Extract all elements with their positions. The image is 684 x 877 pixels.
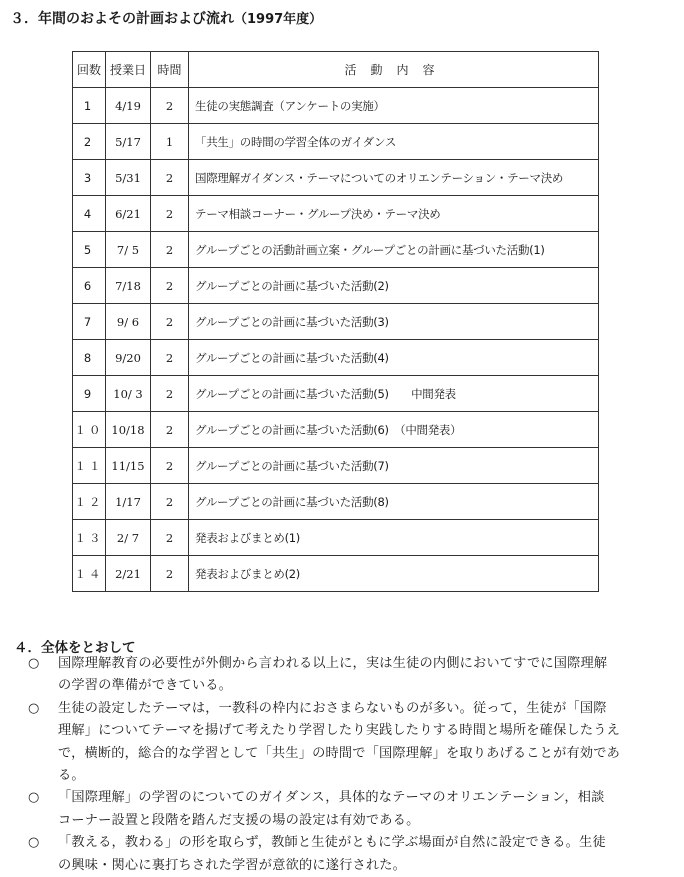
- cell-hours: 2: [151, 268, 189, 304]
- table-row: [73, 304, 599, 340]
- list-item-line: る。: [58, 768, 85, 784]
- cell-date: 9/20: [106, 340, 151, 376]
- cell-no: 4: [73, 196, 106, 232]
- cell-date: 10/ 3: [106, 376, 151, 412]
- cell-no: １０: [73, 412, 106, 448]
- cell-date: 6/21: [106, 196, 151, 232]
- bullet-circle: ○: [28, 835, 40, 851]
- table-row: [73, 484, 599, 520]
- cell-hours: 2: [151, 520, 189, 556]
- cell-activity: 発表およびまとめ(2): [189, 556, 599, 592]
- cell-activity: グループごとの計画に基づいた活動(3): [189, 304, 599, 340]
- list-item-line: 「国際理解」の学習のについてのガイダンス，具体的なテーマのオリエンテーション，相談: [58, 790, 605, 806]
- cell-date: 10/18: [106, 412, 151, 448]
- cell-no: １１: [73, 448, 106, 484]
- cell-no: １３: [73, 520, 106, 556]
- cell-date: 7/18: [106, 268, 151, 304]
- cell-hours: 2: [151, 484, 189, 520]
- cell-no: 2: [73, 124, 106, 160]
- table-row: [73, 412, 599, 448]
- cell-date: 2/21: [106, 556, 151, 592]
- cell-activity: グループごとの計画に基づいた活動(2): [189, 268, 599, 304]
- table-row: [73, 88, 599, 124]
- cell-no: 6: [73, 268, 106, 304]
- table-row: [73, 124, 599, 160]
- cell-activity: 「共生」の時間の学習全体のガイダンス: [189, 124, 599, 160]
- cell-no: 7: [73, 304, 106, 340]
- table-row: [73, 196, 599, 232]
- table-row: [73, 556, 599, 592]
- list-item-line: で，横断的，総合的な学習として「共生」の時間で「国際理解」を取りあげることが有効であ: [58, 745, 621, 761]
- table-row: [73, 376, 599, 412]
- table-row: [73, 520, 599, 556]
- list-item-line: 生徒の設定したテーマは，一教科の枠内におさまらないものが多い。従って，生徒が「国際: [58, 700, 607, 716]
- cell-no: 3: [73, 160, 106, 196]
- section-3-year: （1997年度）: [234, 12, 323, 27]
- cell-hours: 2: [151, 232, 189, 268]
- list-item: [28, 698, 678, 788]
- list-item: [28, 787, 678, 832]
- cell-hours: 1: [151, 124, 189, 160]
- cell-date: 5/17: [106, 124, 151, 160]
- cell-date: 2/ 7: [106, 520, 151, 556]
- summary-list: [28, 653, 678, 877]
- bullet-circle: ○: [28, 790, 40, 806]
- table-header-row: [73, 52, 599, 88]
- list-item-line: コーナー設置と段階を踏んだ支援の場の設定は有効である。: [58, 812, 420, 828]
- cell-activity: グループごとの計画に基づいた活動(7): [189, 448, 599, 484]
- cell-activity: グループごとの計画に基づいた活動(4): [189, 340, 599, 376]
- cell-hours: 2: [151, 160, 189, 196]
- cell-hours: 2: [151, 340, 189, 376]
- table-row: [73, 232, 599, 268]
- cell-activity: グループごとの計画に基づいた活動(8): [189, 484, 599, 520]
- cell-hours: 2: [151, 304, 189, 340]
- cell-no: 5: [73, 232, 106, 268]
- cell-no: 1: [73, 88, 106, 124]
- cell-date: 5/31: [106, 160, 151, 196]
- table-row: [73, 448, 599, 484]
- table-row: [73, 268, 599, 304]
- cell-activity: グループごとの活動計画立案・グループごとの計画に基づいた活動(1): [189, 232, 599, 268]
- cell-date: 11/15: [106, 448, 151, 484]
- list-item-line: 「教える，教わる」の形を取らず，教師と生徒がともに学ぶ場面が自然に設定できる。生徒: [58, 835, 606, 851]
- cell-no: 8: [73, 340, 106, 376]
- cell-activity: グループごとの計画に基づいた活動(5) 中間発表: [189, 376, 599, 412]
- cell-date: 1/17: [106, 484, 151, 520]
- cell-activity: グループごとの計画に基づいた活動(6) （中間発表）: [189, 412, 599, 448]
- cell-hours: 2: [151, 412, 189, 448]
- section-3-heading: ３．年間のおよその計画および流れ: [10, 11, 234, 27]
- annual-plan-table: [72, 51, 599, 592]
- list-item: [28, 832, 678, 877]
- header-no: 回数: [73, 52, 106, 88]
- table-row: [73, 340, 599, 376]
- cell-hours: 2: [151, 196, 189, 232]
- header-date: 授業日: [106, 52, 151, 88]
- cell-date: 9/ 6: [106, 304, 151, 340]
- cell-activity: 国際理解ガイダンス・テーマについてのオリエンテーション・テーマ決め: [189, 160, 599, 196]
- cell-date: 4/19: [106, 88, 151, 124]
- cell-hours: 2: [151, 376, 189, 412]
- list-item-line: 理解」についてテーマを揚げて考えたり学習したり実践したりする時間と場所を確保したうえ: [58, 723, 621, 739]
- cell-hours: 2: [151, 556, 189, 592]
- list-item-line: 国際理解教育の必要性が外側から言われる以上に，実は生徒の内側においてすでに国際理解: [58, 656, 608, 671]
- cell-no: １４: [73, 556, 106, 592]
- cell-activity: 生徒の実態調査（アンケートの実施）: [189, 88, 599, 124]
- list-item-line: の学習の準備ができている。: [58, 678, 233, 694]
- section-3-title: [10, 8, 322, 28]
- cell-hours: 2: [151, 88, 189, 124]
- cell-date: 7/ 5: [106, 232, 151, 268]
- header-activity: 活動内容: [189, 52, 599, 88]
- header-hours: 時間: [151, 52, 189, 88]
- list-item: [28, 653, 678, 698]
- bullet-circle: ○: [28, 700, 40, 716]
- cell-no: １２: [73, 484, 106, 520]
- bullet-circle: ○: [28, 656, 40, 671]
- cell-no: 9: [73, 376, 106, 412]
- list-item-line: の興味・関心に裏打ちされた学習が意欲的に遂行された。: [58, 857, 407, 873]
- cell-hours: 2: [151, 448, 189, 484]
- cell-activity: 発表およびまとめ(1): [189, 520, 599, 556]
- cell-activity: テーマ相談コーナー・グループ決め・テーマ決め: [189, 196, 599, 232]
- table-row: [73, 160, 599, 196]
- section-4-title: ４．全体をとおして: [14, 640, 136, 656]
